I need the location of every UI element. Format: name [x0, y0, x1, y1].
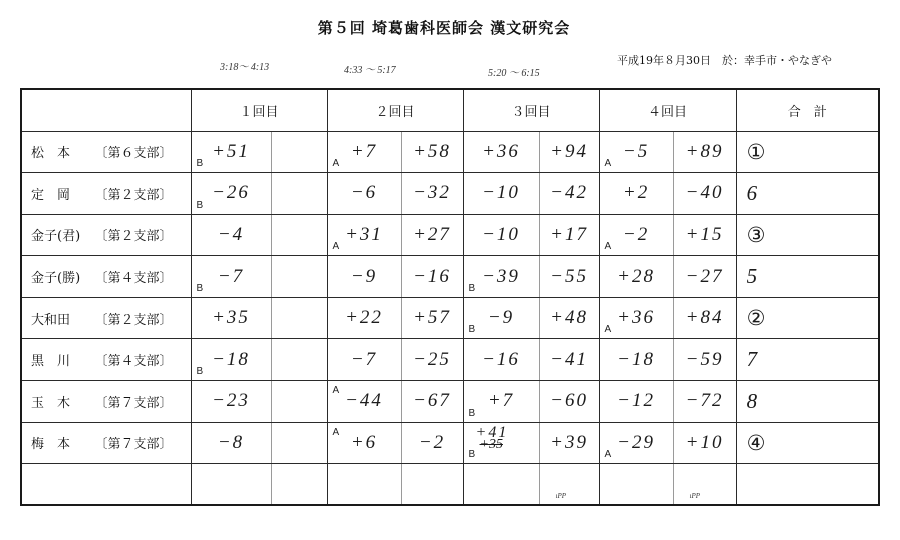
round-2-cumulative-cell: [401, 381, 463, 423]
round-1-score: −4: [217, 223, 245, 245]
score-table: [20, 88, 880, 506]
player-row: [21, 173, 879, 215]
round-3-score-cell: [463, 131, 539, 173]
player-cell: [21, 381, 191, 423]
round-4-score: −12: [617, 390, 655, 412]
player-cell: [21, 297, 191, 339]
round-1-score-cell: [191, 381, 271, 423]
round-2-score-cell: [327, 131, 401, 173]
total-cell: [736, 297, 879, 339]
round-3-cumulative-cell: [539, 339, 599, 381]
round-1-seat-mark: B: [196, 366, 204, 378]
header-round-3: ３回目: [463, 89, 599, 131]
round-1-seat-mark: B: [196, 282, 204, 294]
final-rank: ①: [746, 139, 766, 164]
round-4-cumulative: +89: [685, 140, 724, 162]
round-4-score-cell: [599, 214, 673, 256]
date-and-venue: 平成19年８月30日 於：幸手市・やなぎや: [617, 54, 832, 67]
round-1-seat-mark: B: [196, 199, 204, 211]
round-4-cumulative: +10: [685, 431, 724, 453]
round-2-score: +7: [350, 140, 378, 162]
round-4-cumulative-cell: [673, 131, 736, 173]
round-1-cumulative-cell: [271, 256, 327, 298]
round-3-cumulative: −55: [550, 265, 588, 287]
round-3-score-cell: [463, 381, 539, 423]
round-2-score: +31: [345, 223, 383, 245]
blank-cell: [599, 464, 673, 506]
round-3-cumulative-cell: [539, 381, 599, 423]
player-label: [22, 433, 191, 452]
header-row: [21, 89, 879, 131]
round-1-score-cell: [191, 131, 271, 173]
round-1-score-cell: [191, 214, 271, 256]
round-1-score: −18: [212, 348, 250, 370]
round-1-score: +35: [212, 307, 250, 329]
player-branch: 〔第７支部〕: [94, 395, 173, 411]
round-3-score-cell: [463, 422, 539, 464]
round-3-score-cell: [463, 214, 539, 256]
player-name: 定 岡: [31, 187, 71, 203]
round-2-score-cell: [327, 381, 401, 423]
player-cell: [21, 214, 191, 256]
player-branch: 〔第４支部〕: [94, 271, 173, 287]
round-4-seat-mark: A: [604, 241, 612, 253]
header-name-cell: [21, 89, 191, 131]
blank-cell: [736, 464, 879, 506]
round-3-note-cell: [539, 464, 599, 506]
round-1-cumulative-cell: [271, 297, 327, 339]
round-1-cumulative-cell: [271, 131, 327, 173]
round-1-score: +51: [212, 140, 250, 162]
player-label: [22, 184, 191, 203]
round-3-cumulative: +48: [550, 307, 588, 329]
round-4-note-cell: [673, 464, 736, 506]
round-2-score: −7: [350, 348, 378, 370]
round-2-cumulative: +57: [413, 307, 451, 329]
player-row: [21, 381, 879, 423]
round-3-cumulative-cell: [539, 173, 599, 215]
player-branch: 〔第２支部〕: [94, 312, 173, 328]
player-label: [22, 225, 191, 244]
round-1-cumulative-cell: [271, 214, 327, 256]
player-row: [21, 214, 879, 256]
round-1-score-cell: [191, 256, 271, 298]
total-cell: [736, 214, 879, 256]
blank-cell: [327, 464, 401, 506]
round-3-cumulative-cell: [539, 131, 599, 173]
round-4-cumulative: −72: [685, 390, 724, 412]
round-4-score-cell: [599, 173, 673, 215]
final-rank: ③: [746, 222, 766, 247]
round-4-cumulative: −27: [685, 265, 724, 287]
round-3-cumulative: +17: [550, 223, 588, 245]
blank-cell: [271, 464, 327, 506]
round-2-score-cell: [327, 422, 401, 464]
round-2-cumulative: −16: [413, 265, 451, 287]
round-2-score: +6: [350, 431, 378, 453]
round-1-score: −8: [217, 431, 245, 453]
document-title: 第５回 埼葛歯科医師会 漢文研究会: [317, 19, 571, 37]
round-2-score-cell: [327, 173, 401, 215]
round-2-score-cell: [327, 256, 401, 298]
session-time-2: 4:33 ～ 5:17: [344, 65, 396, 76]
final-rank: 8: [746, 389, 758, 414]
round-2-seat-mark: A: [332, 158, 340, 170]
round-2-score-cell: [327, 339, 401, 381]
player-cell: [21, 256, 191, 298]
round-4-score-cell: [599, 256, 673, 298]
round-4-score-cell: [599, 297, 673, 339]
player-label: [22, 309, 191, 328]
round-3-score-cell: [463, 339, 539, 381]
round-3-note: ιPP: [555, 492, 567, 501]
player-cell: [21, 339, 191, 381]
round-3-struck-score: +35: [479, 436, 503, 452]
round-2-score-cell: [327, 214, 401, 256]
round-1-cumulative-cell: [271, 422, 327, 464]
round-2-cumulative-cell: [401, 131, 463, 173]
round-4-seat-mark: A: [604, 449, 612, 461]
round-3-cumulative: −42: [550, 182, 588, 204]
round-4-cumulative-cell: [673, 256, 736, 298]
round-4-score-cell: [599, 339, 673, 381]
round-4-cumulative-cell: [673, 297, 736, 339]
player-row: [21, 256, 879, 298]
round-2-cumulative: +27: [413, 223, 451, 245]
round-1-score: −7: [217, 265, 245, 287]
round-2-score: −6: [350, 182, 378, 204]
round-2-cumulative: −67: [413, 390, 451, 412]
final-rank: ④: [746, 430, 766, 455]
session-time-3: 5:20 ～ 6:15: [488, 68, 540, 79]
round-3-cumulative-cell: [539, 256, 599, 298]
round-4-score: +36: [617, 307, 655, 329]
round-2-cumulative-cell: [401, 173, 463, 215]
round-2-cumulative-cell: [401, 422, 463, 464]
player-cell: [21, 422, 191, 464]
blank-row: [21, 464, 879, 506]
round-4-score: +28: [617, 265, 655, 287]
player-branch: 〔第４支部〕: [94, 354, 173, 370]
player-name: 大和田: [31, 312, 71, 328]
round-4-cumulative: −59: [685, 348, 724, 370]
round-3-score-cell: [463, 297, 539, 339]
round-4-note: ιPP: [689, 492, 701, 501]
round-2-cumulative-cell: [401, 339, 463, 381]
total-cell: [736, 173, 879, 215]
round-2-score: +22: [345, 307, 383, 329]
final-rank: ②: [746, 305, 766, 330]
round-1-seat-mark: B: [196, 158, 204, 170]
round-1-score-cell: [191, 422, 271, 464]
round-4-score-cell: [599, 381, 673, 423]
round-4-cumulative: −40: [685, 182, 724, 204]
player-name: 梅 本: [31, 437, 71, 453]
player-name: 金子(君): [31, 229, 81, 245]
player-cell: [21, 131, 191, 173]
round-2-cumulative: −2: [418, 431, 446, 453]
player-name: 金子(勝): [31, 271, 81, 287]
round-4-score: −18: [617, 348, 655, 370]
round-3-score-cell: [463, 173, 539, 215]
final-rank: 6: [746, 181, 758, 206]
round-4-cumulative-cell: [673, 422, 736, 464]
round-3-cumulative-cell: [539, 422, 599, 464]
total-cell: [736, 131, 879, 173]
player-branch: 〔第２支部〕: [94, 229, 173, 245]
total-cell: [736, 256, 879, 298]
round-3-seat-mark: B: [468, 407, 476, 419]
round-3-score: +41: [475, 423, 509, 441]
round-1-cumulative-cell: [271, 339, 327, 381]
round-4-cumulative-cell: [673, 173, 736, 215]
round-1-score-cell: [191, 339, 271, 381]
player-label: [22, 392, 191, 411]
round-4-cumulative-cell: [673, 214, 736, 256]
player-row: [21, 131, 879, 173]
round-2-cumulative-cell: [401, 297, 463, 339]
player-label: [22, 267, 191, 286]
round-3-seat-mark: B: [468, 282, 476, 294]
round-4-cumulative-cell: [673, 381, 736, 423]
player-branch: 〔第２支部〕: [94, 187, 173, 203]
round-2-cumulative-cell: [401, 256, 463, 298]
total-cell: [736, 422, 879, 464]
round-2-cumulative: +58: [413, 140, 451, 162]
round-3-seat-mark: B: [468, 449, 476, 461]
blank-cell: [191, 464, 271, 506]
round-4-score: −5: [622, 140, 650, 162]
blank-cell: [463, 464, 539, 506]
round-3-score: −10: [482, 182, 520, 204]
round-2-score-cell: [327, 297, 401, 339]
round-4-score: −2: [622, 223, 650, 245]
round-2-score: −9: [350, 265, 378, 287]
player-label: [22, 142, 191, 161]
round-1-score: −23: [212, 390, 250, 412]
player-name: 松 本: [31, 146, 71, 162]
blank-cell: [401, 464, 463, 506]
player-row: [21, 339, 879, 381]
round-4-score: −29: [617, 431, 655, 453]
player-name: 玉 木: [31, 395, 71, 411]
round-3-score: −16: [482, 348, 520, 370]
round-2-seat-mark: A: [332, 241, 340, 253]
round-2-cumulative: −32: [413, 182, 451, 204]
player-branch: 〔第６支部〕: [94, 146, 173, 162]
round-1-cumulative-cell: [271, 381, 327, 423]
round-4-cumulative-cell: [673, 339, 736, 381]
player-row: [21, 297, 879, 339]
round-1-score: −26: [212, 182, 250, 204]
round-1-score-cell: [191, 297, 271, 339]
round-2-cumulative-cell: [401, 214, 463, 256]
player-cell: [21, 173, 191, 215]
blank-cell: [21, 464, 191, 506]
player-branch: 〔第７支部〕: [94, 437, 173, 453]
round-4-score: +2: [622, 182, 650, 204]
round-3-cumulative: +39: [550, 431, 588, 453]
round-2-seat-mark: A: [332, 385, 340, 397]
player-label: [22, 350, 191, 369]
player-row: [21, 422, 879, 464]
total-cell: [736, 339, 879, 381]
header-round-4: ４回目: [599, 89, 736, 131]
round-4-cumulative: +84: [685, 307, 724, 329]
player-name: 黒 川: [31, 354, 71, 370]
round-4-cumulative: +15: [685, 223, 724, 245]
round-4-seat-mark: A: [604, 324, 612, 336]
total-cell: [736, 381, 879, 423]
round-4-score-cell: [599, 422, 673, 464]
session-time-1: 3:18～ 4:13: [220, 62, 270, 73]
round-2-cumulative: −25: [413, 348, 451, 370]
round-3-score: −39: [482, 265, 520, 287]
round-1-score-cell: [191, 173, 271, 215]
round-2-seat-mark: A: [332, 426, 340, 438]
header-round-1: １回目: [191, 89, 327, 131]
round-1-cumulative-cell: [271, 173, 327, 215]
final-rank: 7: [746, 347, 758, 372]
round-3-score: −10: [482, 223, 520, 245]
header-round-2: ２回目: [327, 89, 463, 131]
header-total: 合 計: [736, 89, 879, 131]
round-3-score: +36: [482, 140, 520, 162]
round-2-score: −44: [345, 390, 383, 412]
round-3-score: +7: [487, 390, 515, 412]
round-3-score-cell: [463, 256, 539, 298]
round-3-cumulative: +94: [550, 140, 588, 162]
round-3-cumulative-cell: [539, 297, 599, 339]
round-3-seat-mark: B: [468, 324, 476, 336]
round-3-cumulative: −60: [550, 390, 588, 412]
round-4-score-cell: [599, 131, 673, 173]
round-3-score: −9: [487, 307, 515, 329]
final-rank: 5: [746, 264, 758, 289]
round-3-cumulative-cell: [539, 214, 599, 256]
round-3-cumulative: −41: [550, 348, 588, 370]
round-4-seat-mark: A: [604, 158, 612, 170]
